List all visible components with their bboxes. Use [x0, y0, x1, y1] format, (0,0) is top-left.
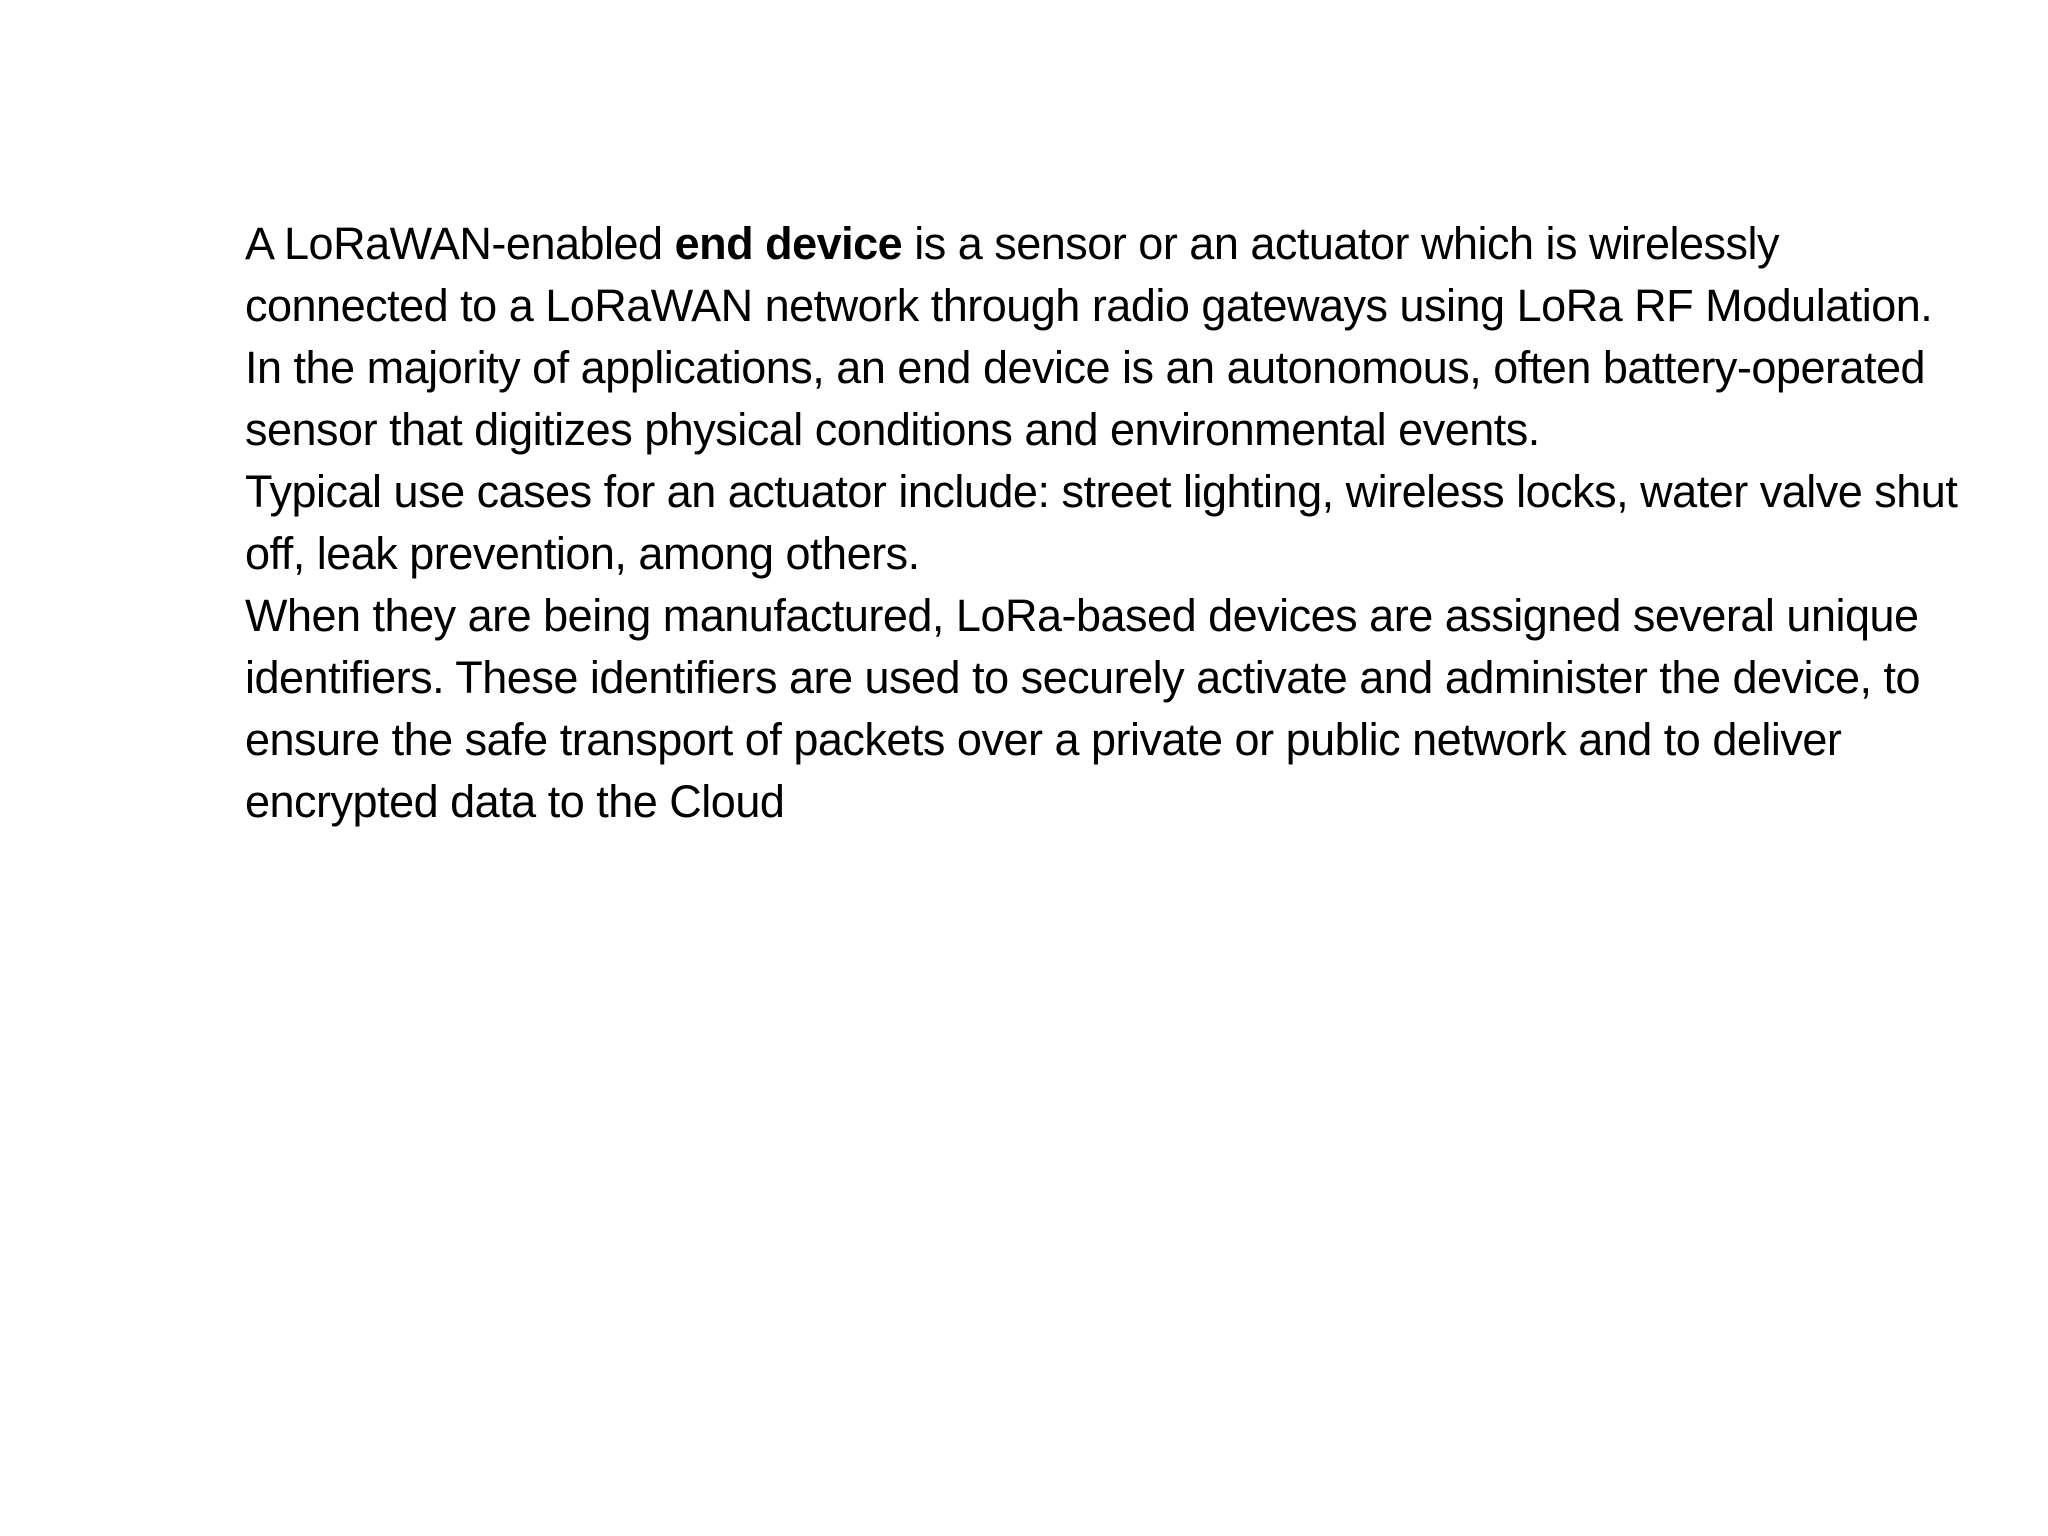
paragraph-1-rest: is a sensor or an actuator which is wirelessly connected to a LoRaWAN network through radio gateways using LoRa RF Modulation. [245, 218, 1933, 331]
paragraph-end-device-definition [245, 213, 1965, 337]
paragraph-1-lead: A LoRaWAN-enabled [245, 218, 675, 269]
paragraph-identifiers: When they are being manufactured, LoRa-based devices are assigned several unique identifiers. These identifiers are used to securely activate and administer the device, to ensure the safe transport of packets over a private or public network and to deliver encrypted data to the Cloud [245, 590, 1921, 827]
body-text [245, 213, 1965, 833]
paragraph-actuator-use-cases: Typical use cases for an actuator include: street lighting, wireless locks, water valve shut off, leak prevention, among others. [245, 466, 1958, 579]
paragraph-applications: In the majority of applications, an end device is an autonomous, often battery-operated sensor that digitizes physical conditions and environmental events. [245, 342, 1926, 455]
end-device-term: end device [674, 218, 903, 269]
